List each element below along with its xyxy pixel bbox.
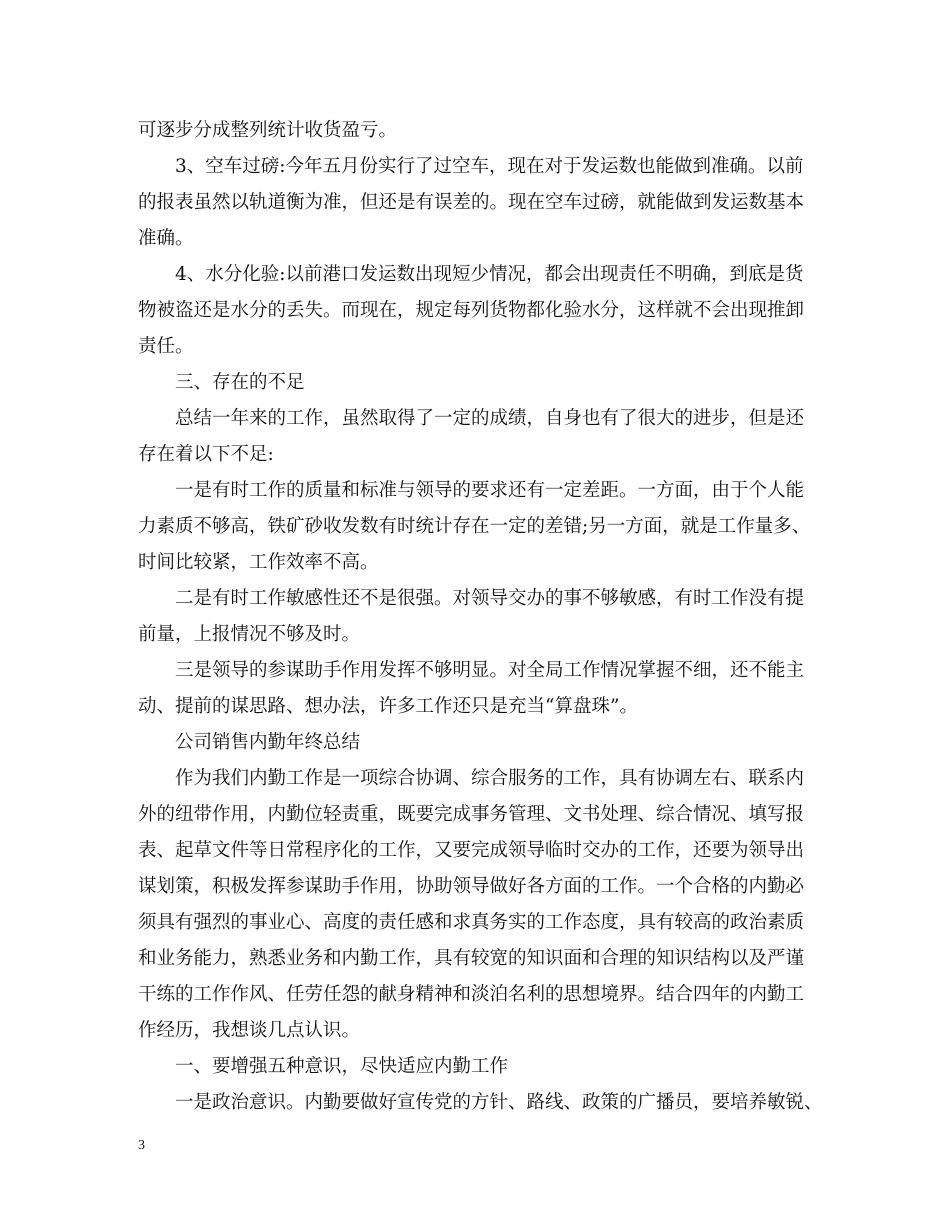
document-body xyxy=(138,113,823,1121)
text-line: 总结一年来的工作，虽然取得了一定的成绩，自身也有了很大的进步，但是还 xyxy=(175,408,805,429)
text-line: 准确。 xyxy=(138,228,194,249)
document-title: 公司销售内勤年终总结 xyxy=(175,732,361,753)
text-line: 的报表虽然以轨道衡为准，但还是有误差的。现在空车过磅，就能做到发运数基本 xyxy=(138,192,805,213)
text-line: 表、起草文件等日常程序化的工作，又要完成领导临时交办的工作，还要为领导出 xyxy=(138,840,805,861)
text-line: 时间比较紧，工作效率不高。 xyxy=(138,552,379,573)
page-number: 3 xyxy=(138,1138,145,1153)
text-line: 责任。 xyxy=(138,336,194,357)
text-line: 二是有时工作敏感性还不是很强。对领导交办的事不够敏感，有时工作没有提 xyxy=(175,588,805,609)
text-line: 4、水分化验:以前港口发运数出现短少情况，都会出现责任不明确，到底是货 xyxy=(175,264,804,285)
text-line: 前量，上报情况不够及时。 xyxy=(138,624,361,645)
text-line: 须具有强烈的事业心、高度的责任感和求真务实的工作态度，具有较高的政治素质 xyxy=(138,912,805,933)
text-line: 和业务能力，熟悉业务和内勤工作，具有较宽的知识面和合理的知识结构以及严谨 xyxy=(138,948,805,969)
text-line: 三是领导的参谋助手作用发挥不够明显。对全局工作情况掌握不细，还不能主 xyxy=(175,660,805,681)
text-line: 干练的工作作风、任劳任怨的献身精神和淡泊名利的思想境界。结合四年的内勤工 xyxy=(138,984,805,1005)
text-line: 可逐步分成整列统计收货盈亏。 xyxy=(138,120,398,141)
section-heading: 一、要增强五种意识，尽快适应内勤工作 xyxy=(175,1056,509,1077)
text-line: 力素质不够高，铁矿砂收发数有时统计存在一定的差错;另一方面，就是工作量多、 xyxy=(138,516,811,537)
text-line: 外的纽带作用，内勤位轻责重，既要完成事务管理、文书处理、综合情况、填写报 xyxy=(138,804,805,825)
text-line: 存在着以下不足: xyxy=(138,444,274,465)
section-heading: 三、存在的不足 xyxy=(175,372,305,393)
text-line: 作经历，我想谈几点认识。 xyxy=(138,1020,361,1041)
text-line: 3、空车过磅:今年五月份实行了过空车，现在对于发运数也能做到准确。以前 xyxy=(175,156,804,177)
text-line: 动、提前的谋思路、想办法，许多工作还只是充当“算盘珠”。 xyxy=(138,696,638,717)
text-line: 一是政治意识。内勤要做好宣传党的方针、路线、政策的广播员，要培养敏锐、 xyxy=(175,1092,823,1113)
text-line: 作为我们内勤工作是一项综合协调、综合服务的工作，具有协调左右、联系内 xyxy=(175,768,805,789)
text-line: 谋划策，积极发挥参谋助手作用，协助领导做好各方面的工作。一个合格的内勤必 xyxy=(138,876,805,897)
text-line: 物被盗还是水分的丢失。而现在，规定每列货物都化验水分，这样就不会出现推卸 xyxy=(138,300,805,321)
text-line: 一是有时工作的质量和标准与领导的要求还有一定差距。一方面，由于个人能 xyxy=(175,480,805,501)
